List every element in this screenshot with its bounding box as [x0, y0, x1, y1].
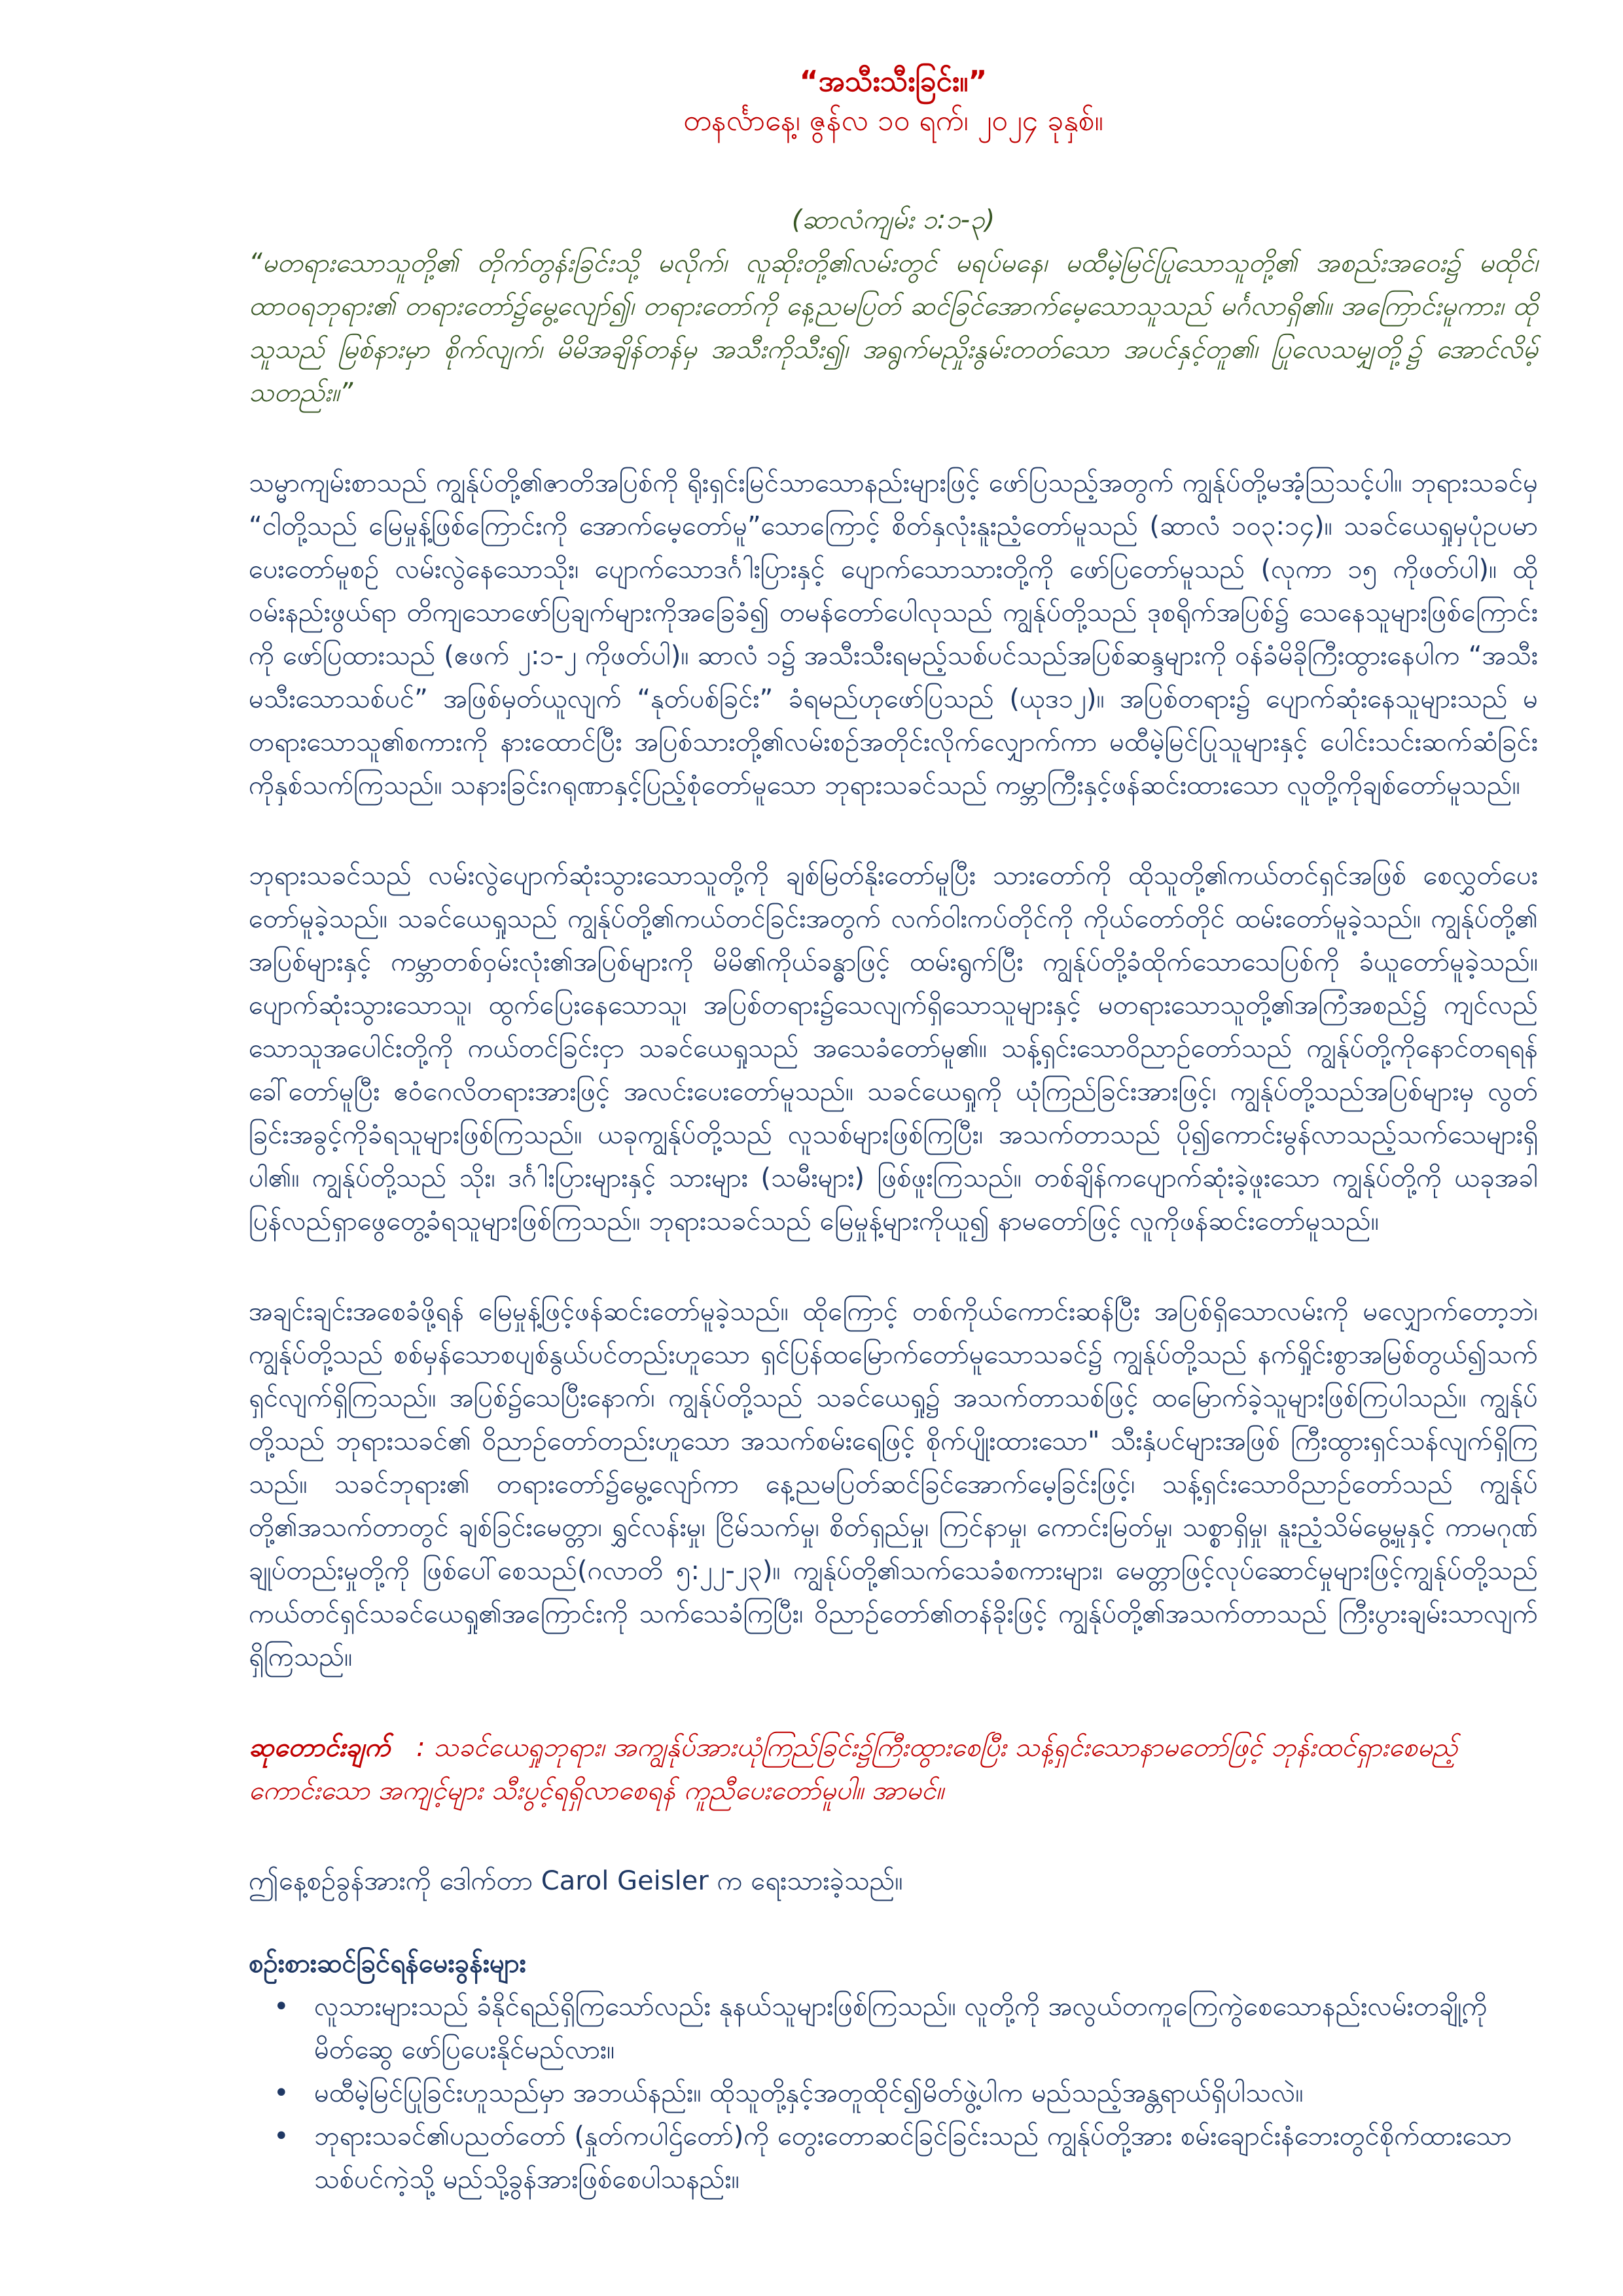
reflection-question — [274, 2072, 1538, 2115]
prayer — [249, 1726, 1538, 1812]
reflection-question-list — [249, 1985, 1538, 2201]
devotional-date: တနင်္လာနေ့၊ ဇွန်လ ၁၀ ရက်၊ ၂၀၂၄ ခုနှစ်။ — [683, 104, 1103, 137]
reflection-heading: စဉ်းစားဆင်ခြင်ရန်မေးခွန်းများ — [249, 1948, 526, 1979]
prayer-text: : သခင်ယေရှုဘုရား၊ အကျွန်ုပ်အားယုံကြည်ခြင်း၌ကြီးထွားစေပြီး သန့်ရှင်းသောနာမတော်ဖြင့် ဘုန်းထင်ရှားစေမည့် ကောင်းသော အကျင့်များ သီးပွင့်ရရှိလာစေရန် ကူညီပေးတော်မူပါ။ အာမင်။ — [249, 1732, 1458, 1806]
bullet-icon: • — [274, 2121, 289, 2151]
devotional-title: “အသီးသီးခြင်း။” — [799, 65, 988, 98]
reflection-question-text: မထီမဲ့မြင်ပြုခြင်းဟူသည်မှာ အဘယ်နည်း။ ထိုသူတို့နှင့်အတူထိုင်၍မိတ်ဖွဲ့ပါက မည်သည့်အန္တရာယ်ရှိပါသလဲ။ — [314, 2078, 1304, 2108]
bullet-icon: • — [274, 1992, 289, 2022]
body-paragraph-2: ဘုရားသခင်သည် လမ်းလွဲပျောက်ဆုံးသွားသောသူတို့ကို ချစ်မြတ်နိုးတော်မူပြီး သားတော်ကို ထိုသူတို့၏ကယ်တင်ရှင်အဖြစ် စေလွှတ်ပေးတော်မူခဲ့သည်။ သခင်ယေရှုသည် ကျွန်ုပ်တို့၏ကယ်တင်ခြင်းအတွက် လက်ဝါးကပ်တိုင်ကို ကိုယ်တော်တိုင် ထမ်းတော်မူခဲ့သည်။ ကျွန်ုပ်တို့၏ အပြစ်များနှင့် ကမ္ဘာတစ်ဝှမ်းလုံး၏အပြစ်များကို မိမိ၏ကိုယ်ခန္ဓာဖြင့် ထမ်းရွက်ပြီး ကျွန်ုပ်တို့ခံထိုက်သောသေပြစ်ကို ခံယူတော်မူခဲ့သည်။ ပျောက်ဆုံးသွားသောသူ၊ ထွက်ပြေးနေသောသူ၊ အပြစ်တရား၌သေလျက်ရှိသောသူများနှင့် မတရားသောသူတို့၏အကြံအစည်၌ ကျင်လည်သောသူအပေါင်းတို့ကို ကယ်တင်ခြင်းငှာ သခင်ယေရှုသည် အသေခံတော်မူ၏။ သန့်ရှင်းသောဝိညာဉ်တော်သည် ကျွန်ုပ်တို့ကိုနောင်တရရန် ခေါ်တော်မူပြီး ဧဝံဂေလိတရားအားဖြင့် အလင်းပေးတော်မူသည်။ သခင်ယေရှုကို ယုံကြည်ခြင်းအားဖြင့်၊ ကျွန်ုပ်တို့သည်အပြစ်များမှ လွတ်ခြင်းအခွင့်ကိုခံရသူများဖြစ်ကြသည်။ ယခုကျွန်ုပ်တို့သည် လူသစ်များဖြစ်ကြပြီး၊ အသက်တာသည် ပို၍ကောင်းမွန်လာသည့်သက်သေများရှိပါ၏။ ကျွန်ုပ်တို့သည် သိုး၊ ဒင်္ဂါးပြားများနှင့် သားများ (သမီးများ) ဖြစ်ဖူးကြသည်။ တစ်ချိန်ကပျောက်ဆုံးခဲ့ဖူးသော ကျွန်ုပ်တို့ကို ယခုအခါ ပြန်လည်ရှာဖွေတွေ့ခံရသူများဖြစ်ကြသည်။ ဘုရားသခင်သည် မြေမှုန့်များကိုယူ၍ နာမတော်ဖြင့် လူကိုဖန်ဆင်းတော်မူသည်။ — [249, 861, 1538, 1236]
devotional-page — [249, 62, 1538, 2201]
body-paragraph-3: အချင်းချင်းအစေခံဖို့ရန် မြေမှုန့်ဖြင့်ဖန်ဆင်းတော်မူခဲ့သည်။ ထိုကြောင့် တစ်ကိုယ်ကောင်းဆန်ပြီး အပြစ်ရှိသောလမ်းကို မလျှောက်တော့ဘဲ၊ ကျွန်ုပ်တို့သည် စစ်မှန်သောစပျစ်နွယ်ပင်တည်းဟူသော ရှင်ပြန်ထမြောက်တော်မူသောသခင်၌ ကျွန်ုပ်တို့သည် နက်ရှိုင်းစွာအမြစ်တွယ်၍သက်ရှင်လျက်ရှိကြသည်။ အပြစ်၌သေပြီးနောက်၊ ကျွန်ုပ်တို့သည် သခင်ယေရှု၌ အသက်တာသစ်ဖြင့် ထမြောက်ခဲ့သူများဖြစ်ကြပါသည်။ ကျွန်ုပ်တို့သည် ဘုရားသခင်၏ ဝိညာဉ်တော်တည်းဟူသော အသက်စမ်းရေဖြင့် စိုက်ပျိုးထားသော" သီးနှံပင်များအဖြစ် ကြီးထွားရှင်သန်လျက်ရှိကြသည်။ သခင်ဘုရား၏ တရားတော်၌မွေ့လျော်ကာ နေ့ညမပြတ်ဆင်ခြင်အောက်မေ့ခြင်းဖြင့်၊ သန့်ရှင်းသောဝိညာဉ်တော်သည် ကျွန်ုပ်တို့၏အသက်တာတွင် ချစ်ခြင်းမေတ္တာ၊ ရွှင်လန်းမှု၊ ငြိမ်သက်မှု၊ စိတ်ရှည်မှု၊ ကြင်နာမှု၊ ကောင်းမြတ်မှု၊ သစ္စာရှိမှု၊ နူးညံ့သိမ်မွေ့မှုနှင့် ကာမဂုဏ်ချုပ်တည်းမှုတို့ကို ဖြစ်ပေါ်စေသည်(ဂလာတိ ၅:၂၂-၂၃)။ ကျွန်ုပ်တို့၏သက်သေခံစကားများ၊ မေတ္တာဖြင့်လုပ်ဆောင်မှုများဖြင့်ကျွန်ုပ်တို့သည် ကယ်တင်ရှင်သခင်ယေရှု၏အကြောင်းကို သက်သေခံကြပြီး၊ ဝိညာဉ်တော်၏တန်ခိုးဖြင့် ကျွန်ုပ်တို့၏အသက်တာသည် ကြီးပွားချမ်းသာလျက်ရှိကြသည်။ — [249, 1297, 1538, 1672]
bullet-icon: • — [274, 2078, 289, 2108]
scripture-text: “မတရားသောသူတို့၏ တိုက်တွန်းခြင်းသို့ မလိုက်၊ လူဆိုးတို့၏လမ်းတွင် မရပ်မနေ၊ မထီမဲ့မြင်ပြုသောသူတို့၏ အစည်းအဝေး၌ မထိုင်၊ ထာဝရဘုရား၏ တရားတော်၌မွေ့လျော်၍၊ တရားတော်ကို နေ့ညမပြတ် ဆင်ခြင်အောက်မေ့သောသူသည် မင်္ဂလာရှိ၏။ အကြောင်းမူကား၊ ထိုသူသည် မြစ်နားမှာ စိုက်လျက်၊ မိမိအချိန်တန်မှ အသီးကိုသီး၍၊ အရွက်မညှိုးနွမ်းတတ်သော အပင်နှင့်တူ၏၊ ပြုလေသမျှတို့၌ အောင်လိမ့်သတည်း။” — [249, 248, 1538, 408]
scripture-reference: (ဆာလံကျမ်း ၁:၁-၃) — [791, 205, 995, 235]
reflection-question-text: ဘုရားသခင်၏ပညတ်တော် (နှုတ်ကပါဌ်တော်)ကို တွေးတောဆင်ခြင်ခြင်းသည် ကျွန်ုပ်တို့အား စမ်းချောင်းနံဘေးတွင်စိုက်ထားသော သစ်ပင်ကဲ့သို့ မည်သို့ခွန်အားဖြစ်စေပါသနည်း။ — [314, 2121, 1512, 2195]
reflection-question — [274, 2115, 1538, 2201]
author-credit: ဤနေ့စဉ်ခွန်အားကို ဒေါက်တာ Carol Geisler က ရေးသားခဲ့သည်။ — [249, 1866, 903, 1896]
reflection-question — [274, 1985, 1538, 2072]
prayer-label: ဆုတောင်းချက် — [249, 1732, 391, 1763]
body-paragraph-1: သမ္မာကျမ်းစာသည် ကျွန်ုပ်တို့၏ဇာတိအပြစ်ကို ရိုးရှင်းမြင်သာသောနည်းများဖြင့် ဖော်ပြသည့်အတွက် ကျွန်ုပ်တို့မအံ့သြသင့်ပါ။ ဘုရားသခင်မှ “ငါတို့သည် မြေမှုန့်ဖြစ်ကြောင်းကို အောက်မေ့တော်မူ”သောကြောင့် စိတ်နှလုံးနူးညံ့တော်မူသည် (ဆာလံ ၁၀၃:၁၄)။ သခင်ယေရှုမှပုံဥပမာပေးတော်မူစဉ် လမ်းလွဲနေသောသိုး၊ ပျောက်သောဒင်္ဂါးပြားနှင့် ပျောက်သောသားတို့ကို ဖော်ပြတော်မူသည် (လုကာ ၁၅ ကိုဖတ်ပါ)။ ထိုဝမ်းနည်းဖွယ်ရာ တိကျသောဖော်ပြချက်များကိုအခြေခံ၍ တမန်တော်ပေါလုသည် ကျွန်ုပ်တို့သည် ဒုစရိုက်အပြစ်၌ သေနေသူများဖြစ်ကြောင်းကို ဖော်ပြထားသည် (ဧဖက် ၂:၁-၂ ကိုဖတ်ပါ)။ ဆာလံ ၁၌ အသီးသီးရမည့်သစ်ပင်သည်အပြစ်ဆန္ဒများကို ဝန်ခံမိခိုကြီးထွားနေပါက “အသီးမသီးသောသစ်ပင်” အဖြစ်မှတ်ယူလျက် “နုတ်ပစ်ခြင်း” ခံရမည်ဟုဖော်ပြသည် (ယုဒ၁၂)။ အပြစ်တရား၌ ပျောက်ဆုံးနေသူများသည် မတရားသောသူ၏စကားကို နားထောင်ပြီး အပြစ်သားတို့၏လမ်းစဉ်အတိုင်းလိုက်လျှောက်ကာ မထီမဲ့မြင်ပြုသူများနှင့် ပေါင်းသင်းဆက်ဆံခြင်းကိုနှစ်သက်ကြသည်။ သနားခြင်းဂရုဏာနှင့်ပြည့်စုံတော်မူသော ဘုရားသခင်သည် ကမ္ဘာကြီးနှင့်ဖန်ဆင်းထားသော လူတို့ကိုချစ်တော်မူသည်။ — [249, 468, 1538, 800]
reflection-question-text: လူသားများသည် ခံနိုင်ရည်ရှိကြသော်လည်း နုနယ်သူများဖြစ်ကြသည်။ လူတို့ကို အလွယ်တကူကြေကွဲစေသောနည်းလမ်းတချို့ကို မိတ်ဆွေ ဖော်ပြပေးနိုင်မည်လား။ — [314, 1992, 1488, 2065]
